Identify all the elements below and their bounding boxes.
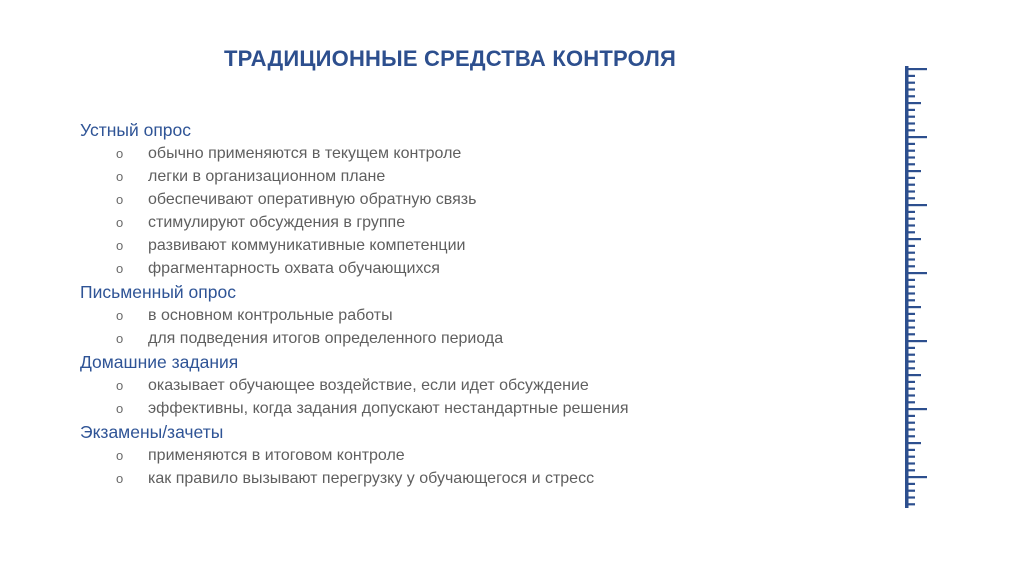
section-heading: Домашние задания [80, 352, 239, 372]
list-item [80, 257, 840, 280]
bullet-icon: o [116, 401, 124, 416]
ruler-tick [905, 231, 915, 233]
ruler-tick [905, 122, 915, 124]
list-item [80, 374, 840, 397]
ruler-tick [905, 211, 915, 213]
ruler-tick [905, 224, 915, 226]
list-item-text: оказывает обучающее воздействие, если идет обсуждение [148, 377, 589, 394]
ruler-tick [905, 190, 915, 192]
ruler-tick [905, 313, 915, 315]
bullet-icon: o [116, 192, 124, 207]
list-item [80, 234, 840, 257]
ruler-tick [905, 299, 915, 301]
item-list [80, 142, 840, 280]
slide-title: ТРАДИЦИОННЫЕ СРЕДСТВА КОНТРОЛЯ [223, 46, 676, 71]
list-item-text: развивают коммуникативные компетенции [148, 237, 466, 254]
section-heading: Устный опрос [80, 120, 192, 140]
ruler-tick [905, 177, 915, 179]
list-item-text: обеспечивают оперативную обратную связь [148, 191, 477, 208]
ruler-tick [905, 394, 915, 396]
ruler-tick [905, 143, 915, 145]
ruler-tick [905, 347, 915, 349]
content-body [80, 118, 840, 490]
ruler-tick [905, 68, 927, 70]
list-item [80, 304, 840, 327]
ruler-tick [905, 490, 915, 492]
ruler-tick [905, 469, 915, 471]
ruler-tick [905, 306, 921, 308]
ruler-tick [905, 245, 915, 247]
ruler-tick [905, 320, 915, 322]
ruler-tick [905, 218, 915, 220]
list-item-text: как правило вызывают перегрузку у обучающегося и стресс [148, 470, 595, 487]
ruler-tick [905, 258, 915, 260]
bullet-icon: o [116, 215, 124, 230]
ruler-tick [905, 136, 927, 138]
ruler-tick [905, 326, 915, 328]
section-exams [80, 420, 840, 490]
list-item [80, 188, 840, 211]
ruler-tick [905, 75, 915, 77]
bullet-icon: o [116, 448, 124, 463]
ruler-tick [905, 354, 915, 356]
list-item [80, 397, 840, 420]
ruler-tick [905, 503, 915, 505]
section-heading: Письменный опрос [80, 282, 236, 302]
ruler-tick [905, 163, 915, 165]
list-item [80, 327, 840, 350]
item-list [80, 304, 840, 350]
ruler-tick [905, 286, 915, 288]
ruler-tick [905, 252, 915, 254]
ruler-tick [905, 129, 915, 131]
list-item-text: применяются в итоговом контроле [148, 447, 405, 464]
ruler-tick [905, 116, 915, 118]
item-list [80, 444, 840, 490]
ruler-tick [905, 360, 915, 362]
list-item-text: в основном контрольные работы [148, 307, 393, 324]
ruler-tick [905, 442, 921, 444]
section-oral-survey [80, 118, 840, 280]
bullet-icon: o [116, 378, 124, 393]
bullet-icon: o [116, 238, 124, 253]
ruler-tick [905, 388, 915, 390]
list-item-text: легки в организационном плане [148, 168, 386, 185]
ruler-tick [905, 333, 915, 335]
ruler-icon [905, 66, 931, 508]
bullet-icon: o [116, 146, 124, 161]
list-item [80, 467, 840, 490]
ruler-tick [905, 374, 921, 376]
bullet-icon: o [116, 331, 124, 346]
list-item-text: стимулируют обсуждения в группе [148, 214, 406, 231]
ruler-tick [905, 415, 915, 417]
ruler-tick [905, 95, 915, 97]
ruler-tick [905, 483, 915, 485]
ruler-tick [905, 422, 915, 424]
ruler-tick [905, 82, 915, 84]
ruler-tick [905, 401, 915, 403]
item-list [80, 374, 840, 420]
ruler-tick [905, 462, 915, 464]
ruler-tick [905, 102, 921, 104]
ruler-tick [905, 435, 915, 437]
ruler-tick [905, 456, 915, 458]
ruler-tick [905, 272, 927, 274]
bullet-icon: o [116, 308, 124, 323]
ruler-tick [905, 496, 915, 498]
ruler-tick [905, 184, 915, 186]
ruler-tick [905, 476, 927, 478]
ruler-tick [905, 150, 915, 152]
list-item-text: обычно применяются в текущем контроле [148, 145, 462, 162]
ruler-tick [905, 292, 915, 294]
bullet-icon: o [116, 471, 124, 486]
ruler-tick [905, 408, 927, 410]
ruler-tick [905, 449, 915, 451]
ruler-tick [905, 109, 915, 111]
ruler-tick [905, 238, 921, 240]
ruler-tick [905, 88, 915, 90]
ruler-tick [905, 428, 915, 430]
section-written-survey [80, 280, 840, 350]
list-item-text: эффективны, когда задания допускают нестандартные решения [148, 400, 629, 417]
ruler-tick [905, 197, 915, 199]
ruler-tick [905, 156, 915, 158]
ruler-tick [905, 367, 915, 369]
bullet-icon: o [116, 261, 124, 276]
list-item [80, 211, 840, 234]
list-item [80, 444, 840, 467]
ruler-tick [905, 340, 927, 342]
section-homework [80, 350, 840, 420]
list-item-text: фрагментарность охвата обучающихся [148, 260, 440, 277]
ruler-tick [905, 381, 915, 383]
list-item [80, 142, 840, 165]
ruler-tick [905, 279, 915, 281]
section-heading: Экзамены/зачеты [80, 422, 224, 442]
ruler-tick [905, 170, 921, 172]
list-item-text: для подведения итогов определенного периода [148, 330, 504, 347]
ruler-tick [905, 265, 915, 267]
ruler-tick [905, 204, 927, 206]
bullet-icon: o [116, 169, 124, 184]
list-item [80, 165, 840, 188]
